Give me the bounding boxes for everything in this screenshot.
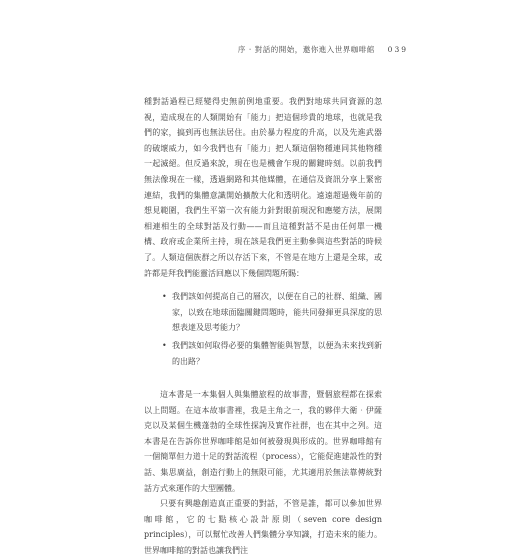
chapter-label: 序: [237, 45, 246, 54]
paragraph: 這本書是一本集個人與集體旅程的故事書，暨個旅程都在探索以上問題。在這本故事書裡，我是主角之一，我的夥伴大衛‧伊薩克以及某個生機蓬勃的全球性探詢及實作社群，也在其中之列。這本書是在告訴你世界咖啡館是如何被發現與形成的。世界咖啡館有一個簡單但力道十足的對話流程（process），它能促進建設性的對話、集思廣益，創造行動上的無限可能，尤其適用於無法靠傳統對話方式來運作的大型團體。: [144, 390, 382, 493]
page-body: [144, 94, 382, 559]
bullet-item: [162, 289, 382, 336]
bullet-list: [144, 289, 382, 369]
bullet-marker: •: [162, 340, 167, 350]
bullet-item: [162, 338, 382, 369]
bullet-text: 我們該如何取得必要的集體智能與智慧，以便為未來找到新的出路？: [172, 340, 382, 366]
paragraph: 只要有興趣創造真正重要的對話，不管是誰，都可以參加世界咖啡館，它的七點核心設計原則（seven core design principles），可以幫忙改善人們集體分享知識，打造未來的能力。世界咖啡館的對話也讓我們注: [144, 499, 382, 556]
chapter-title: 對話的開始，邀你進入世界咖啡館: [254, 45, 375, 54]
section-gap: [144, 371, 382, 387]
page-number: 039: [387, 45, 408, 54]
bullet-text: 我們該如何提高自己的層次，以便在自己的社群、組織、國家，以致在地球面臨關鍵問題時，能共同發揮更具深度的思想表達及思考能力？: [172, 292, 382, 333]
paragraph: 種對話過程已經變得史無前例地重要。我們對地球共同資源的忽視，造成現在的人類開始有「能力」把這個珍貴的地球，也就是我們的家，搞到再也無法居住。由於暴力程度的升高，以及先進武器的破壞威力，如今我們也有「能力」把人類這個物種連同其他物種一起滅絕。但反過來說，現在也是機會乍現的關鍵時刻。以前我們無法像現在一樣，透過網路和其他媒體，在通信及資訊分享上緊密連結，我們的集體意識開始擴散大化和透明化。遠遠超過幾年前的想見範圍，我們生平第一次有能力針對眼前現況和應變方法，展開相連相生的全球對話及行動——而且這種對話不是由任何單一機構、政府或企業所主持，現在該是我們更主動參與這些對話的時候了。人類這個族群之所以存活下來，不管是在地方上還是全球，或許都是拜我們能靈活回應以下幾個問題所賜：: [144, 97, 382, 278]
running-header: 序 ‧ 對話的開始，邀你進入世界咖啡館 039: [237, 45, 408, 54]
bullet-marker: •: [162, 292, 167, 302]
